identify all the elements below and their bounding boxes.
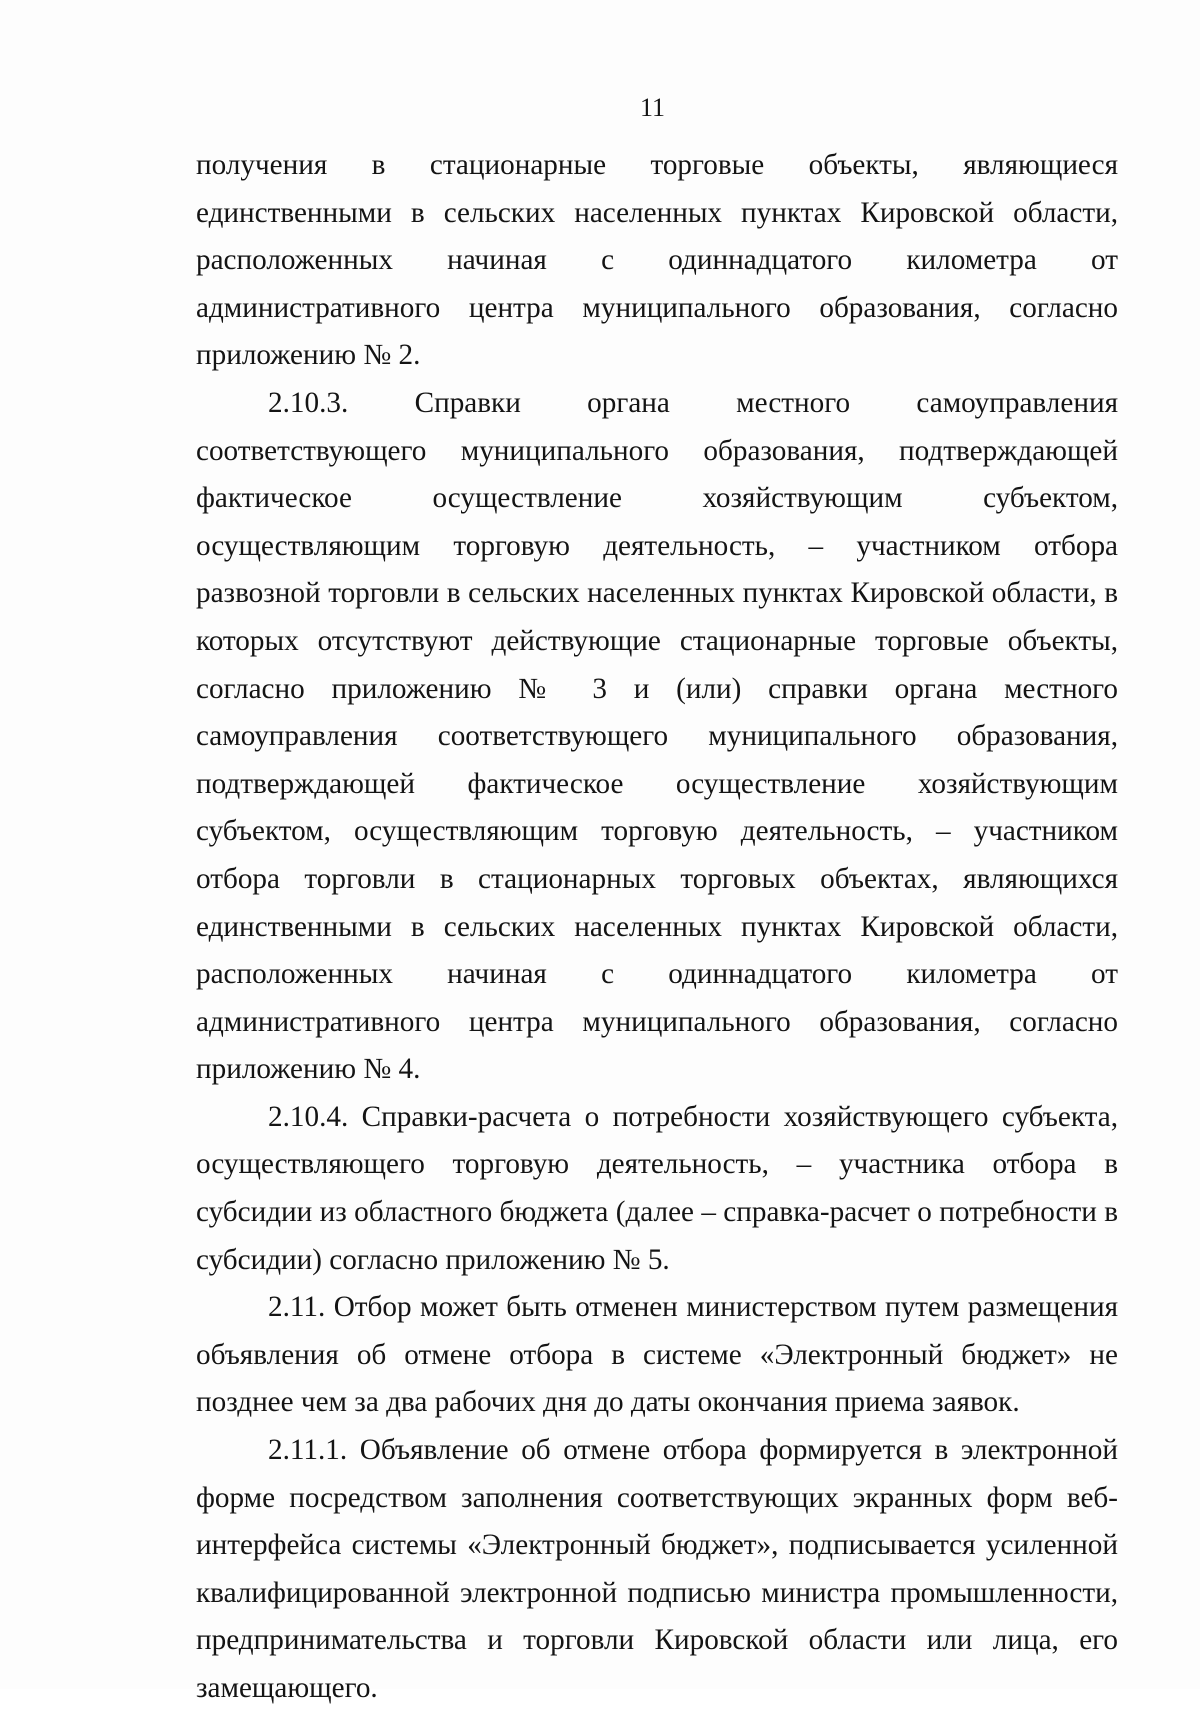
paragraph-2-11: 2.11. Отбор может быть отменен министерством путем размещения объявления об отмене отбора в системе «Электронный бюджет» не позднее чем за два рабочих дня до даты окончания приема заявок.	[196, 1291, 1118, 1419]
paragraph-2-10-3: 2.10.3. Справки органа местного самоуправления соответствующего муниципального образования, подтверждающей фактическое осуществление хозяйствующим субъектом, осуществляющим торговую деятельность, – участником отбора развозной торговли в сельских населенных пунктах Кировской области, в которых отсутствуют действующие стационарные торговые объекты, согласно приложению № 3 и (или) справки органа местного самоуправления соответствующего муниципального образования, подтверждающей фактическое осуществление хозяйствующим субъектом, осуществляющим торговую деятельность, – участником отбора торговли в стационарных торговых объектах, являющихся единственными в сельских населенных пунктах Кировской области, расположенных начиная с одиннадцатого километра от административного центра муниципального образования, согласно приложению № 4.	[196, 386, 1118, 1086]
document-body	[196, 142, 1118, 1713]
paragraph-2-10-4: 2.10.4. Справки-расчета о потребности хозяйствующего субъекта, осуществляющего торговую деятельность, – участника отбора в субсидии из областного бюджета (далее – справка-расчет о потребности в субсидии) согласно приложению № 5.	[196, 1100, 1118, 1276]
paragraph-continuation: получения в стационарные торговые объекты, являющиеся единственными в сельских населенных пунктах Кировской области, расположенных начиная с одиннадцатого километра от административного центра муниципального образования, согласно приложению № 2.	[196, 149, 1118, 372]
page-number: 11	[639, 93, 666, 122]
paragraph-2-11-1: 2.11.1. Объявление об отмене отбора формируется в электронной форме посредством заполнения соответствующих экранных форм веб-интерфейса системы «Электронный бюджет», подписывается усиленной квалифицированной электронной подписью министра промышленности, предпринимательства и торговли Кировской области или лица, его замещающего.	[196, 1434, 1118, 1704]
